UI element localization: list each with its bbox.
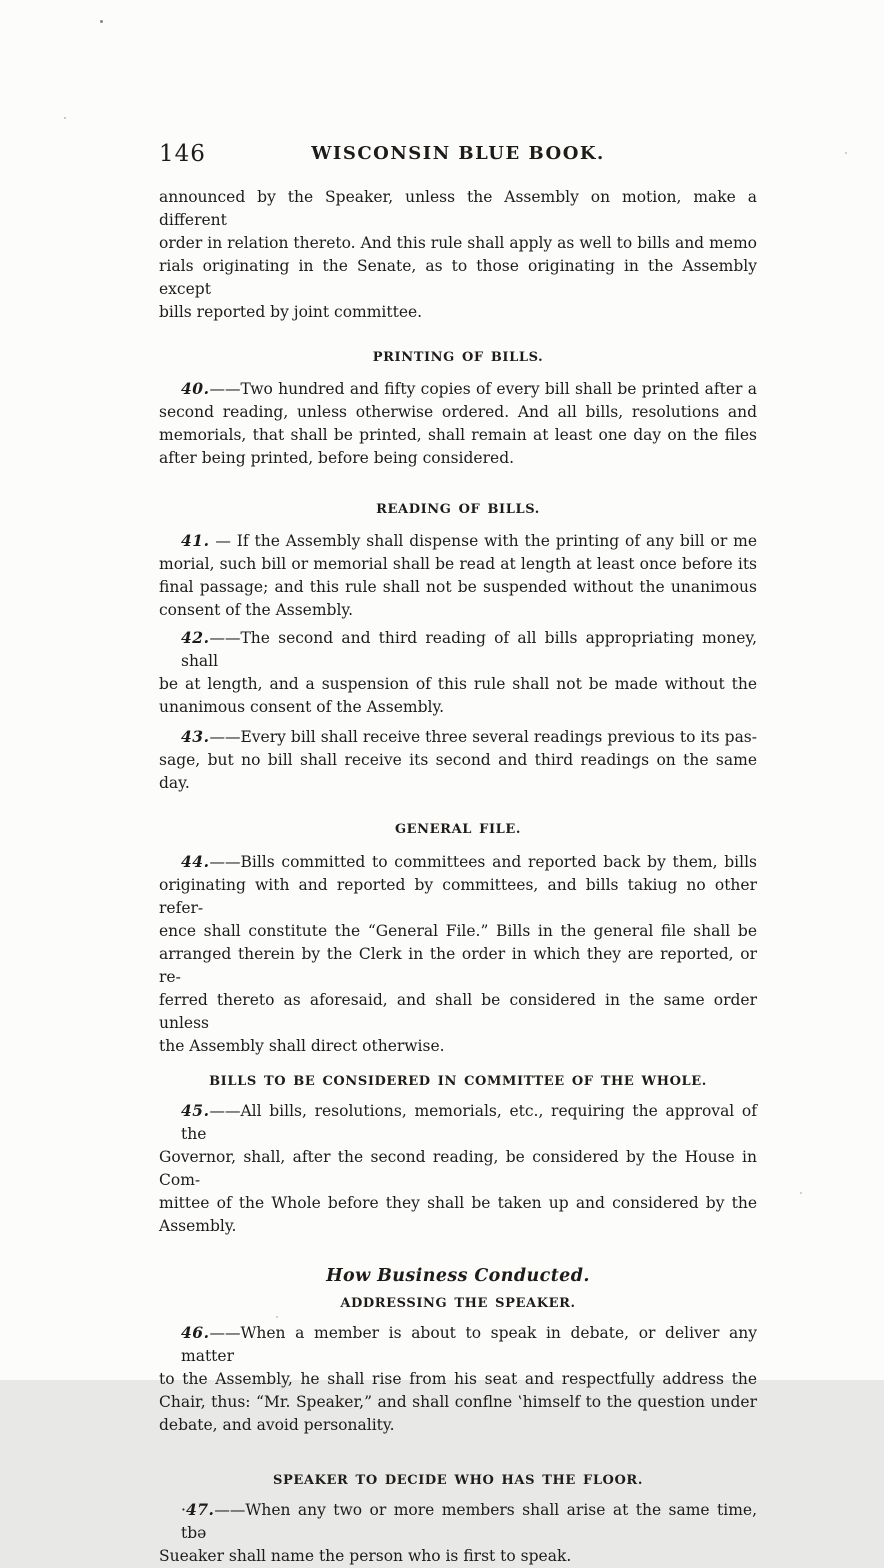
section-heading: READING OF BILLS.	[376, 502, 540, 517]
paragraph-line: second reading, unless otherwise ordered. And all bills, resolutions and	[159, 403, 757, 421]
paragraph-line	[159, 1498, 757, 1545]
paragraph-line: sage, but no bill shall receive its second and third readings on the same day.	[159, 751, 757, 792]
rule-number: 41.	[181, 531, 210, 550]
scan-speck	[100, 20, 103, 23]
paragraph-line: Chair, thus: “Mr. Speaker,” and shall conflne ‛himself to the question under	[159, 1393, 757, 1411]
paragraph-line: originating with and reported by committees, and bills takiug no other refer-	[159, 876, 757, 917]
rule-dash: ——	[209, 380, 241, 398]
paragraph-line: Sueaker shall name the person who is first to speak.	[159, 1547, 572, 1565]
body-paragraph	[159, 377, 757, 470]
paragraph-line: order in relation thereto. And this rule shall apply as well to bills and memo	[159, 234, 757, 252]
line-text: If the Assembly shall dispense with the printing of any bill or me	[236, 532, 757, 550]
paragraph-line: Governor, shall, after the second reading, be considered by the House in Com-	[159, 1148, 757, 1189]
paragraph-line: morial, such bill or memorial shall be read at length at least once before its	[159, 555, 757, 573]
paragraph-line	[159, 377, 757, 401]
page-header	[159, 140, 757, 170]
line-text: When any two or more members shall arise at the same time, tbə	[181, 1501, 757, 1542]
section-heading: GENERAL FILE.	[394, 822, 522, 837]
paragraph-line: memorials, that shall be printed, shall remain at least one day on the files	[159, 426, 757, 444]
body-paragraph	[159, 186, 757, 324]
paragraph-line: the Assembly shall direct otherwise.	[159, 1037, 445, 1055]
page-number: 146	[159, 141, 206, 167]
paragraph-line: debate, and avoid personality.	[159, 1416, 395, 1434]
section-heading: SPEAKER TO DECIDE WHO HAS THE FLOOR.	[273, 1473, 643, 1488]
body-paragraph	[159, 725, 757, 795]
paragraph-line	[159, 850, 757, 874]
paragraph-line: Assembly.	[159, 1217, 237, 1235]
paragraph-line	[159, 626, 757, 673]
paragraph-line: consent of the Assembly.	[159, 601, 354, 619]
body-paragraph	[159, 1321, 757, 1437]
body-paragraph	[159, 1099, 757, 1238]
scan-speck	[845, 152, 847, 154]
page-body	[159, 186, 757, 1568]
rule-dash: ——	[209, 853, 241, 871]
line-text: All bills, resolutions, memorials, etc., requiring the approval of the	[181, 1102, 757, 1143]
rule-number: 45.	[181, 1101, 210, 1120]
paragraph-line: after being printed, before being considered.	[159, 449, 515, 467]
rule-dash: ——	[209, 1324, 241, 1342]
rule-number: 44.	[181, 852, 210, 871]
header-title: WISCONSIN BLUE BOOK.	[311, 143, 605, 164]
paragraph-line: rials originating in the Senate, as to those originating in the Assembly except	[159, 257, 757, 298]
rule-number: 40.	[181, 379, 210, 398]
line-text: Two hundred and fifty copies of every bill shall be printed after a	[240, 380, 757, 398]
body-paragraph	[159, 1498, 757, 1568]
paragraph-line: unanimous consent of the Assembly.	[159, 698, 445, 716]
paragraph-line	[159, 1099, 757, 1146]
body-paragraph	[159, 626, 757, 719]
rule-dash: —	[209, 532, 237, 550]
paragraph-line: bills reported by joint committee.	[159, 303, 423, 321]
body-paragraph	[159, 850, 757, 1058]
body-paragraph	[159, 529, 757, 622]
rule-number: 47.	[185, 1500, 215, 1519]
paragraph-line	[159, 725, 757, 749]
paragraph-line: mittee of the Whole before they shall be taken up and considered by the	[159, 1194, 757, 1212]
rule-dash: ——	[209, 1102, 241, 1120]
paragraph-line: arranged therein by the Clerk in the order in which they are reported, or re-	[159, 945, 757, 986]
paragraph-line: be at length, and a suspension of this rule shall not be made without the	[159, 675, 757, 693]
paragraph-line: announced by the Speaker, unless the Assembly on motion, make a different	[159, 188, 757, 229]
rule-dash: ——	[209, 728, 241, 746]
section-heading: PRINTING OF BILLS.	[372, 350, 544, 365]
paragraph-line	[159, 529, 757, 553]
rule-number: 43.	[181, 727, 210, 746]
line-text: Every bill shall receive three several readings previous to its pas-	[240, 728, 757, 746]
rule-dash: ——	[209, 629, 241, 647]
paragraph-line: final passage; and this rule shall not be suspended without the unanimous	[159, 578, 757, 596]
scan-speck	[800, 1192, 802, 1194]
line-text: Bills committed to committees and reported back by them, bills	[240, 853, 757, 871]
section-heading: BILLS TO BE CONSIDERED IN COMMITTEE OF THE WHOLE.	[209, 1074, 707, 1089]
scan-speck	[64, 117, 66, 119]
group-title: How Business Conducted.	[326, 1266, 590, 1286]
text-column	[159, 140, 757, 1568]
scan-mark: ·	[181, 1501, 186, 1519]
paragraph-line: ence shall constitute the “General File.” Bills in the general file shall be	[159, 922, 757, 940]
rule-number: 42.	[181, 628, 210, 647]
line-text: When a member is about to speak in debate, or deliver any matter	[181, 1324, 757, 1365]
rule-number: 46.	[181, 1323, 210, 1342]
line-text: The second and third reading of all bills appropriating money, shall	[181, 629, 757, 670]
paragraph-line: to the Assembly, he shall rise from his seat and respectfully address the	[159, 1370, 757, 1388]
paragraph-line: ferred thereto as aforesaid, and shall be considered in the same order unless	[159, 991, 757, 1032]
section-heading: ADDRESSING THE SPEAKER.	[340, 1296, 576, 1311]
paragraph-line	[159, 1321, 757, 1368]
rule-dash: ——	[214, 1501, 246, 1519]
